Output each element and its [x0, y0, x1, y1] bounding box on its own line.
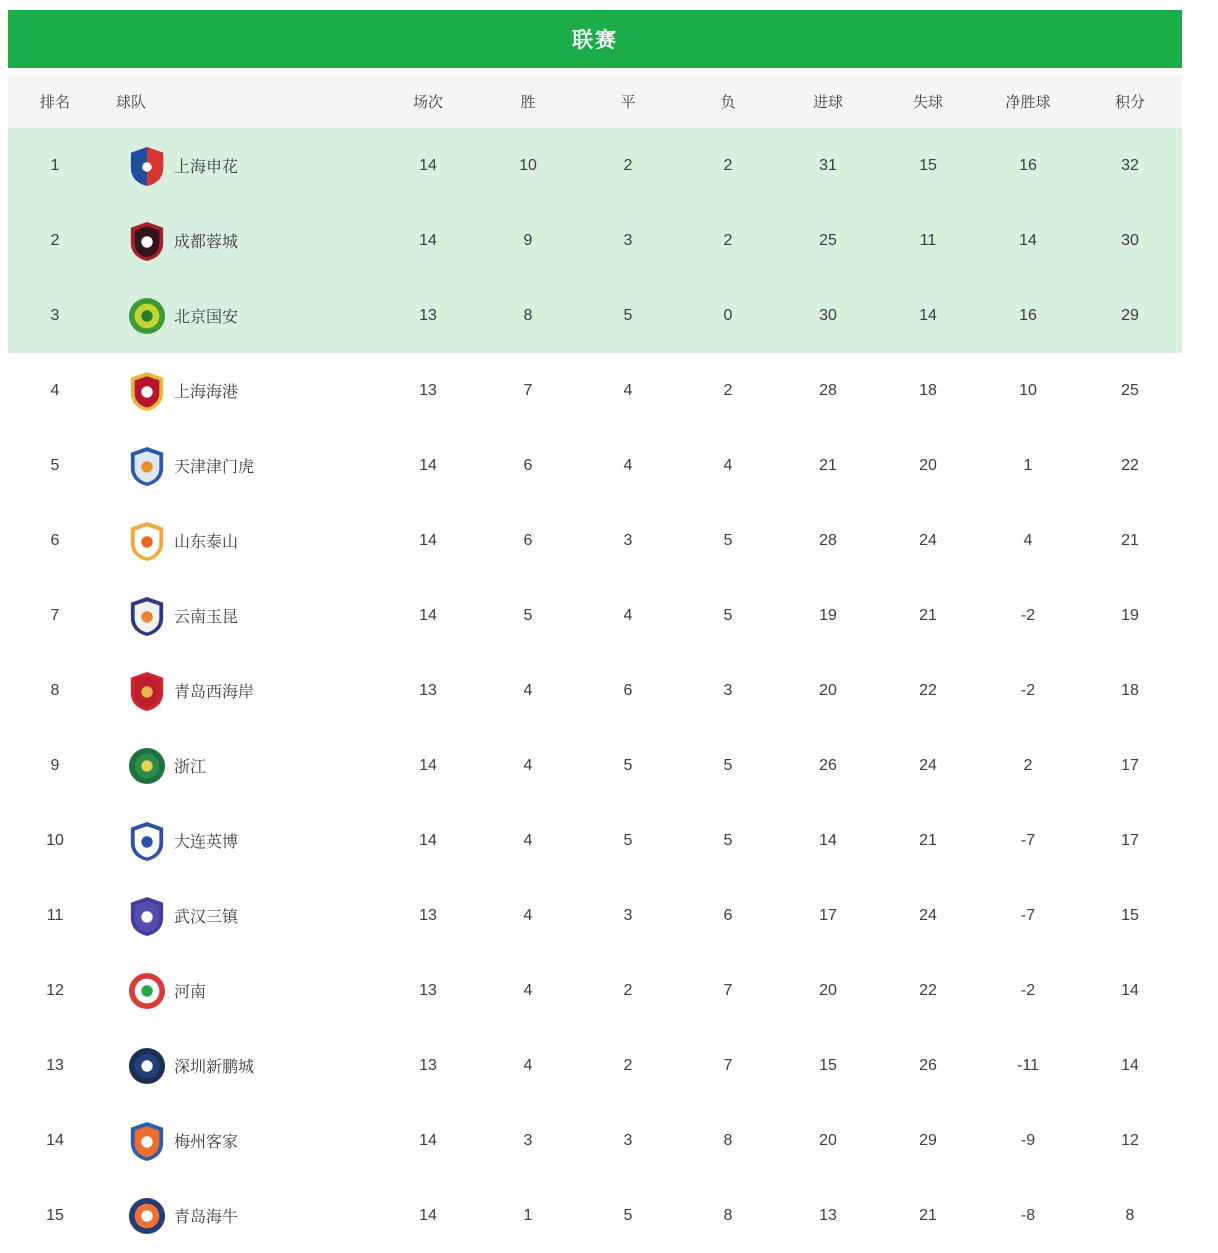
rank-cell: 7 — [50, 606, 60, 624]
team-name: 上海海港 — [174, 384, 239, 401]
league-table — [8, 75, 1182, 1253]
wins-cell: 8 — [523, 306, 533, 324]
wins-cell: 4 — [523, 756, 533, 774]
losses-cell: 0 — [723, 306, 733, 324]
rank-cell: 13 — [46, 1056, 64, 1074]
team-cell — [102, 1120, 378, 1162]
goals-against-cell: 29 — [919, 1131, 937, 1149]
draws-cell: 5 — [623, 756, 633, 774]
rank-cell: 15 — [46, 1206, 64, 1224]
points-cell: 30 — [1121, 231, 1139, 249]
team-name: 成都蓉城 — [174, 234, 239, 251]
wins-cell: 6 — [523, 456, 533, 474]
goal-diff-cell: 2 — [1023, 756, 1033, 774]
table-header-row — [8, 75, 1182, 128]
losses-cell: 3 — [723, 681, 733, 699]
losses-cell: 5 — [723, 531, 733, 549]
team-logo-icon — [128, 1045, 166, 1087]
draws-cell: 3 — [623, 906, 633, 924]
goals-against-cell: 21 — [919, 831, 937, 849]
draws-cell: 5 — [623, 306, 633, 324]
wins-cell: 7 — [523, 381, 533, 399]
team-logo-icon — [128, 595, 166, 637]
team-name: 河南 — [174, 984, 207, 1001]
points-cell: 17 — [1121, 831, 1139, 849]
goals-for-cell: 20 — [819, 1131, 837, 1149]
team-logo-icon — [128, 670, 166, 712]
column-header-goals-against: 失球 — [912, 94, 943, 111]
goal-diff-cell: -2 — [1020, 681, 1036, 699]
losses-cell: 2 — [723, 231, 733, 249]
column-header-goals-for: 进球 — [812, 94, 843, 111]
losses-cell: 5 — [723, 606, 733, 624]
played-cell: 13 — [419, 981, 437, 999]
draws-cell: 2 — [623, 1056, 633, 1074]
goals-for-cell: 20 — [819, 681, 837, 699]
wins-cell: 5 — [523, 606, 533, 624]
team-logo-icon — [128, 145, 166, 187]
table-row[interactable] — [8, 953, 1182, 1028]
goals-for-cell: 28 — [819, 381, 837, 399]
played-cell: 14 — [419, 231, 437, 249]
team-name: 青岛海牛 — [174, 1209, 239, 1226]
goal-diff-cell: -2 — [1020, 981, 1036, 999]
losses-cell: 8 — [723, 1131, 733, 1149]
draws-cell: 3 — [623, 1131, 633, 1149]
team-name: 武汉三镇 — [174, 909, 239, 926]
team-cell — [102, 1045, 378, 1087]
column-header-points: 积分 — [1114, 94, 1145, 111]
goals-against-cell: 24 — [919, 531, 937, 549]
played-cell: 13 — [419, 681, 437, 699]
draws-cell: 6 — [623, 681, 633, 699]
played-cell: 14 — [419, 156, 437, 174]
losses-cell: 2 — [723, 156, 733, 174]
played-cell: 13 — [419, 1056, 437, 1074]
rank-cell: 2 — [50, 231, 60, 249]
team-cell — [102, 295, 378, 337]
goals-against-cell: 22 — [919, 681, 937, 699]
page-title: 联赛 — [572, 29, 618, 52]
played-cell: 14 — [419, 606, 437, 624]
table-row[interactable] — [8, 278, 1182, 353]
team-cell — [102, 220, 378, 262]
team-logo-icon — [128, 1195, 166, 1237]
column-header-played: 场次 — [412, 94, 443, 111]
table-row[interactable] — [8, 128, 1182, 203]
goals-for-cell: 13 — [819, 1206, 837, 1224]
draws-cell: 2 — [623, 156, 633, 174]
team-name: 浙江 — [174, 759, 207, 776]
team-name: 北京国安 — [174, 309, 239, 326]
team-name: 深圳新鹏城 — [174, 1059, 255, 1076]
team-name: 山东泰山 — [174, 534, 239, 551]
rank-cell: 8 — [50, 681, 60, 699]
played-cell: 13 — [419, 906, 437, 924]
losses-cell: 5 — [723, 756, 733, 774]
team-cell — [102, 670, 378, 712]
team-cell — [102, 745, 378, 787]
column-header-team: 球队 — [116, 94, 147, 111]
losses-cell: 4 — [723, 456, 733, 474]
goal-diff-cell: 4 — [1023, 531, 1033, 549]
table-row[interactable] — [8, 353, 1182, 428]
column-header-wins: 胜 — [520, 94, 536, 111]
column-header-draws: 平 — [620, 94, 636, 111]
team-cell — [102, 595, 378, 637]
played-cell: 14 — [419, 1206, 437, 1224]
column-header-losses: 负 — [720, 94, 736, 111]
draws-cell: 5 — [623, 1206, 633, 1224]
table-row[interactable] — [8, 203, 1182, 278]
league-title-bar — [8, 10, 1182, 68]
played-cell: 14 — [419, 456, 437, 474]
team-cell — [102, 520, 378, 562]
draws-cell: 3 — [623, 231, 633, 249]
points-cell: 14 — [1121, 981, 1139, 999]
losses-cell: 5 — [723, 831, 733, 849]
goals-for-cell: 14 — [819, 831, 837, 849]
team-logo-icon — [128, 520, 166, 562]
team-cell — [102, 445, 378, 487]
rank-cell: 6 — [50, 531, 60, 549]
goal-diff-cell: 1 — [1023, 456, 1033, 474]
goal-diff-cell: -11 — [1017, 1056, 1039, 1074]
points-cell: 17 — [1121, 756, 1139, 774]
team-name: 梅州客家 — [174, 1134, 239, 1151]
goal-diff-cell: 14 — [1019, 231, 1037, 249]
goals-for-cell: 17 — [819, 906, 837, 924]
rank-cell: 4 — [50, 381, 60, 399]
played-cell: 13 — [419, 306, 437, 324]
wins-cell: 6 — [523, 531, 533, 549]
team-logo-icon — [128, 1120, 166, 1162]
team-logo-icon — [128, 295, 166, 337]
league-standings-page — [8, 10, 1182, 1253]
losses-cell: 6 — [723, 906, 733, 924]
played-cell: 14 — [419, 831, 437, 849]
draws-cell: 5 — [623, 831, 633, 849]
column-header-rank: 排名 — [39, 94, 70, 111]
rank-cell: 12 — [46, 981, 64, 999]
played-cell: 14 — [419, 1131, 437, 1149]
team-logo-icon — [128, 370, 166, 412]
table-row[interactable] — [8, 878, 1182, 953]
goals-against-cell: 14 — [919, 306, 937, 324]
team-cell — [102, 970, 378, 1012]
wins-cell: 10 — [519, 156, 537, 174]
losses-cell: 7 — [723, 1056, 733, 1074]
goals-for-cell: 20 — [819, 981, 837, 999]
wins-cell: 4 — [523, 1056, 533, 1074]
points-cell: 12 — [1121, 1131, 1139, 1149]
team-logo-icon — [128, 745, 166, 787]
goals-against-cell: 18 — [919, 381, 937, 399]
played-cell: 14 — [419, 756, 437, 774]
points-cell: 29 — [1121, 306, 1139, 324]
goals-against-cell: 21 — [919, 606, 937, 624]
goals-for-cell: 26 — [819, 756, 837, 774]
team-name: 上海申花 — [174, 159, 239, 176]
points-cell: 19 — [1121, 606, 1139, 624]
rank-cell: 9 — [50, 756, 60, 774]
goals-against-cell: 21 — [919, 1206, 937, 1224]
table-row[interactable] — [8, 653, 1182, 728]
team-cell — [102, 145, 378, 187]
team-cell — [102, 1195, 378, 1237]
wins-cell: 9 — [523, 231, 533, 249]
goal-diff-cell: -9 — [1020, 1131, 1036, 1149]
goal-diff-cell: -2 — [1020, 606, 1036, 624]
draws-cell: 2 — [623, 981, 633, 999]
goals-against-cell: 24 — [919, 756, 937, 774]
draws-cell: 4 — [623, 381, 633, 399]
wins-cell: 4 — [523, 831, 533, 849]
team-cell — [102, 370, 378, 412]
wins-cell: 3 — [523, 1131, 533, 1149]
goal-diff-cell: 16 — [1019, 156, 1037, 174]
rank-cell: 10 — [46, 831, 64, 849]
wins-cell: 1 — [523, 1206, 533, 1224]
team-cell — [102, 820, 378, 862]
points-cell: 8 — [1125, 1206, 1135, 1224]
wins-cell: 4 — [523, 906, 533, 924]
goal-diff-cell: 10 — [1019, 381, 1037, 399]
goals-against-cell: 20 — [919, 456, 937, 474]
goals-for-cell: 19 — [819, 606, 837, 624]
goal-diff-cell: 16 — [1019, 306, 1037, 324]
goals-against-cell: 24 — [919, 906, 937, 924]
rank-cell: 14 — [46, 1131, 64, 1149]
league-table-body — [8, 128, 1182, 1253]
team-name: 云南玉昆 — [174, 609, 239, 626]
wins-cell: 4 — [523, 681, 533, 699]
draws-cell: 3 — [623, 531, 633, 549]
points-cell: 32 — [1121, 156, 1139, 174]
losses-cell: 7 — [723, 981, 733, 999]
team-logo-icon — [128, 895, 166, 937]
table-row[interactable] — [8, 1178, 1182, 1253]
table-row[interactable] — [8, 1103, 1182, 1178]
draws-cell: 4 — [623, 606, 633, 624]
team-name: 大连英博 — [174, 834, 239, 851]
losses-cell: 8 — [723, 1206, 733, 1224]
goals-for-cell: 30 — [819, 306, 837, 324]
table-row[interactable] — [8, 728, 1182, 803]
points-cell: 21 — [1121, 531, 1139, 549]
team-name: 青岛西海岸 — [174, 684, 255, 701]
table-row[interactable] — [8, 428, 1182, 503]
goal-diff-cell: -8 — [1020, 1206, 1036, 1224]
goals-against-cell: 15 — [919, 156, 937, 174]
rank-cell: 3 — [50, 306, 60, 324]
goals-against-cell: 22 — [919, 981, 937, 999]
table-row[interactable] — [8, 503, 1182, 578]
points-cell: 22 — [1121, 456, 1139, 474]
goals-for-cell: 25 — [819, 231, 837, 249]
wins-cell: 4 — [523, 981, 533, 999]
rank-cell: 1 — [50, 156, 60, 174]
goals-for-cell: 31 — [819, 156, 837, 174]
rank-cell: 11 — [46, 906, 64, 924]
goals-for-cell: 21 — [819, 456, 837, 474]
goals-against-cell: 11 — [919, 231, 937, 249]
table-row[interactable] — [8, 1028, 1182, 1103]
goals-for-cell: 15 — [819, 1056, 837, 1074]
points-cell: 18 — [1121, 681, 1139, 699]
team-cell — [102, 895, 378, 937]
column-header-goal-diff: 净胜球 — [1005, 94, 1051, 111]
played-cell: 13 — [419, 381, 437, 399]
points-cell: 15 — [1121, 906, 1139, 924]
table-row[interactable] — [8, 803, 1182, 878]
points-cell: 25 — [1121, 381, 1139, 399]
goals-against-cell: 26 — [919, 1056, 937, 1074]
team-logo-icon — [128, 445, 166, 487]
team-logo-icon — [128, 220, 166, 262]
draws-cell: 4 — [623, 456, 633, 474]
team-name: 天津津门虎 — [174, 459, 255, 476]
goals-for-cell: 28 — [819, 531, 837, 549]
team-logo-icon — [128, 970, 166, 1012]
table-row[interactable] — [8, 578, 1182, 653]
played-cell: 14 — [419, 531, 437, 549]
goal-diff-cell: -7 — [1020, 831, 1036, 849]
losses-cell: 2 — [723, 381, 733, 399]
goal-diff-cell: -7 — [1020, 906, 1036, 924]
points-cell: 14 — [1121, 1056, 1139, 1074]
team-logo-icon — [128, 820, 166, 862]
rank-cell: 5 — [50, 456, 60, 474]
